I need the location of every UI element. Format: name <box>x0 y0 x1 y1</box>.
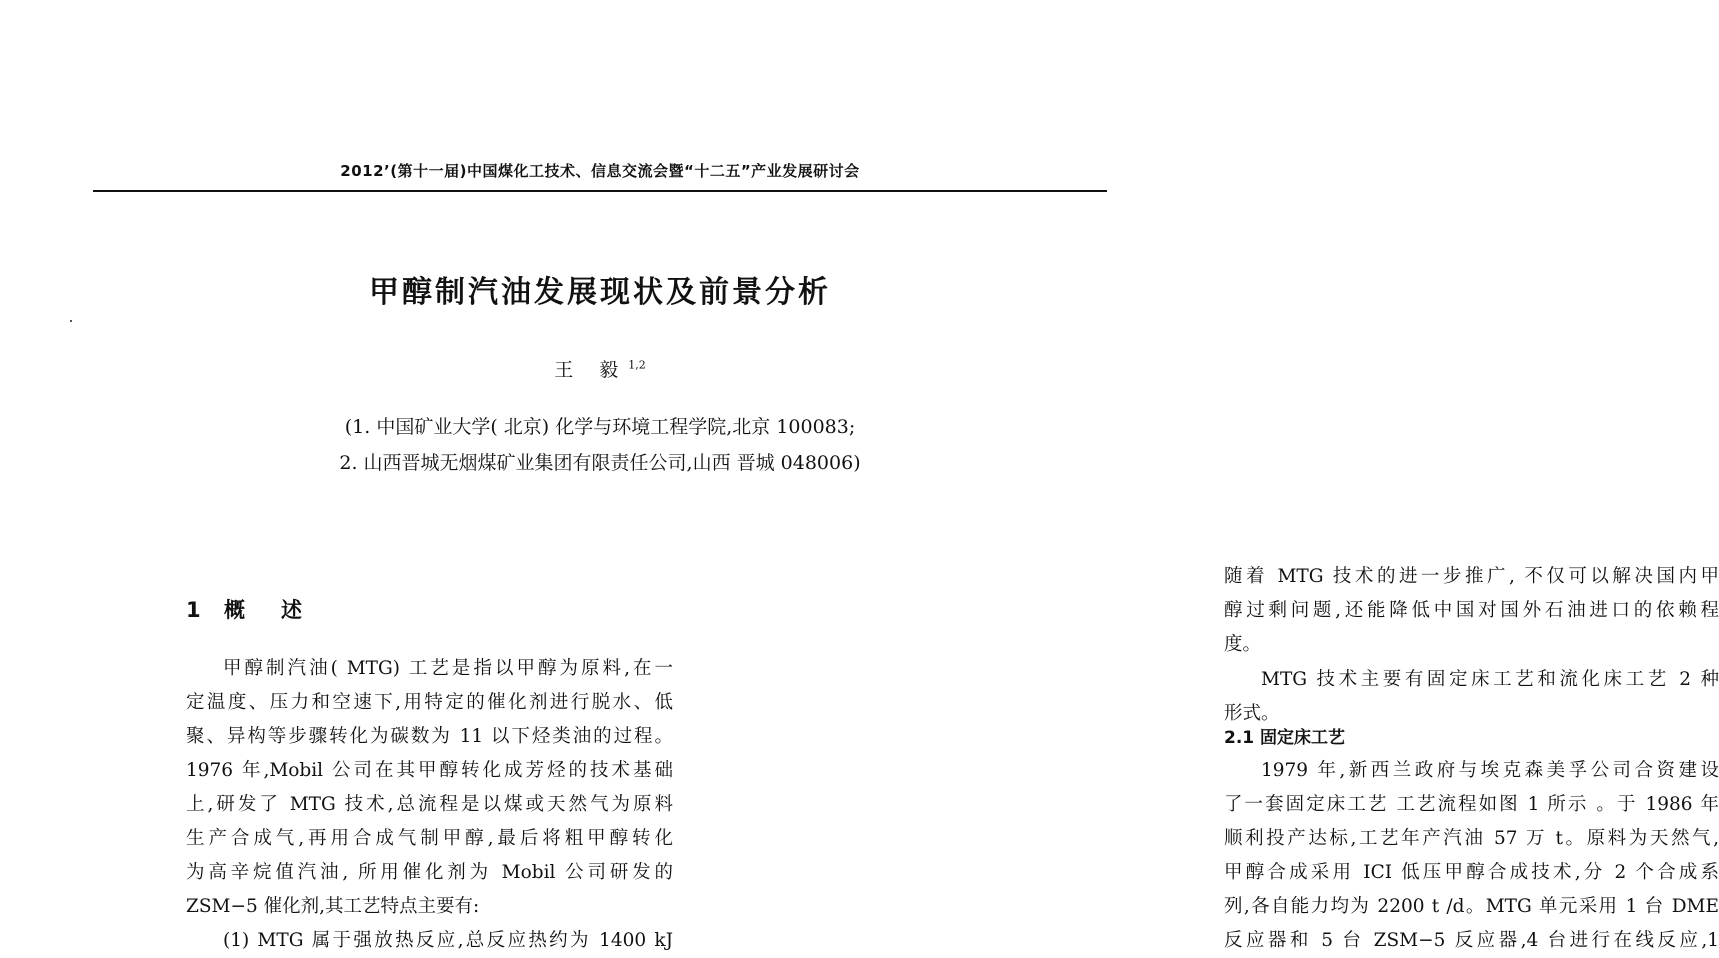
subsection-number: 2.1 <box>1224 728 1255 748</box>
author-affiliation-marks: 1,2 <box>628 358 646 372</box>
text-line: 甲醇合成采用 ICI 低压甲醇合成技术,分 2 个合成系 <box>1224 862 1719 883</box>
scan-speck <box>70 320 72 322</box>
text-line: 顺利投产达标,工艺年产汽油 57 万 t。原料为天然气, <box>1224 828 1719 849</box>
text-line: 度。 <box>1224 634 1262 655</box>
text-line: 上,研发了 MTG 技术,总流程是以煤或天然气为原料 <box>186 794 673 815</box>
running-header: 2012’(第十一届)中国煤化工技术、信息交流会暨“十二五”产业发展研讨会 <box>340 162 860 180</box>
text-line: MTG 技术主要有固定床工艺和流化床工艺 2 种 <box>1261 669 1719 690</box>
subsection-heading <box>1224 723 1345 748</box>
text-line: 醇过剩问题,还能降低中国对国外石油进口的依赖程 <box>1224 600 1719 621</box>
section-title: 概述 <box>224 598 338 622</box>
affiliation-2: 2. 山西晋城无烟煤矿业集团有限责任公司,山西 晋城 048006) <box>339 452 861 474</box>
text-line: 定温度、压力和空速下,用特定的催化剂进行脱水、低 <box>186 692 673 713</box>
list-item-line: (1) MTG 属于强放热反应,总反应热约为 1400 kJ <box>223 930 673 951</box>
text-line: 1976 年,Mobil 公司在其甲醇转化成芳烃的技术基础 <box>186 760 673 781</box>
text-line: 了一套固定床工艺 工艺流程如图 1 所示 。于 1986 年 <box>1224 794 1719 815</box>
text-line: 甲醇制汽油( MTG) 工艺是指以甲醇为原料,在一 <box>223 658 673 679</box>
text-line: 反应器和 5 台 ZSM−5 反应器,4 台进行在线反应,1 <box>1224 930 1719 951</box>
author-name: 王 毅 <box>554 359 629 381</box>
header-rule <box>93 190 1107 192</box>
text-line: 列,各自能力均为 2200 t /d。MTG 单元采用 1 台 DME <box>1224 896 1719 917</box>
section-number: 1 <box>186 598 201 622</box>
author-line <box>0 355 1200 382</box>
text-line: ZSM−5 催化剂,其工艺特点主要有: <box>186 896 480 917</box>
paper-title: 甲醇制汽油发展现状及前景分析 <box>369 275 831 310</box>
text-line: 形式。 <box>1224 703 1280 724</box>
text-line: 为高辛烷值汽油, 所用催化剂为 Mobil 公司研发的 <box>186 862 673 883</box>
text-line: 1979 年,新西兰政府与埃克森美孚公司合资建设 <box>1261 760 1719 781</box>
affiliation-1: (1. 中国矿业大学( 北京) 化学与环境工程学院,北京 100083; <box>344 416 856 438</box>
text-line: 聚、异构等步骤转化为碳数为 11 以下烃类油的过程。 <box>186 726 673 747</box>
subsection-title: 固定床工艺 <box>1260 728 1345 748</box>
text-line: 生产合成气,再用合成气制甲醇,最后将粗甲醇转化 <box>186 828 673 849</box>
section-heading <box>186 594 338 624</box>
text-line: 随着 MTG 技术的进一步推广, 不仅可以解决国内甲 <box>1224 566 1719 587</box>
